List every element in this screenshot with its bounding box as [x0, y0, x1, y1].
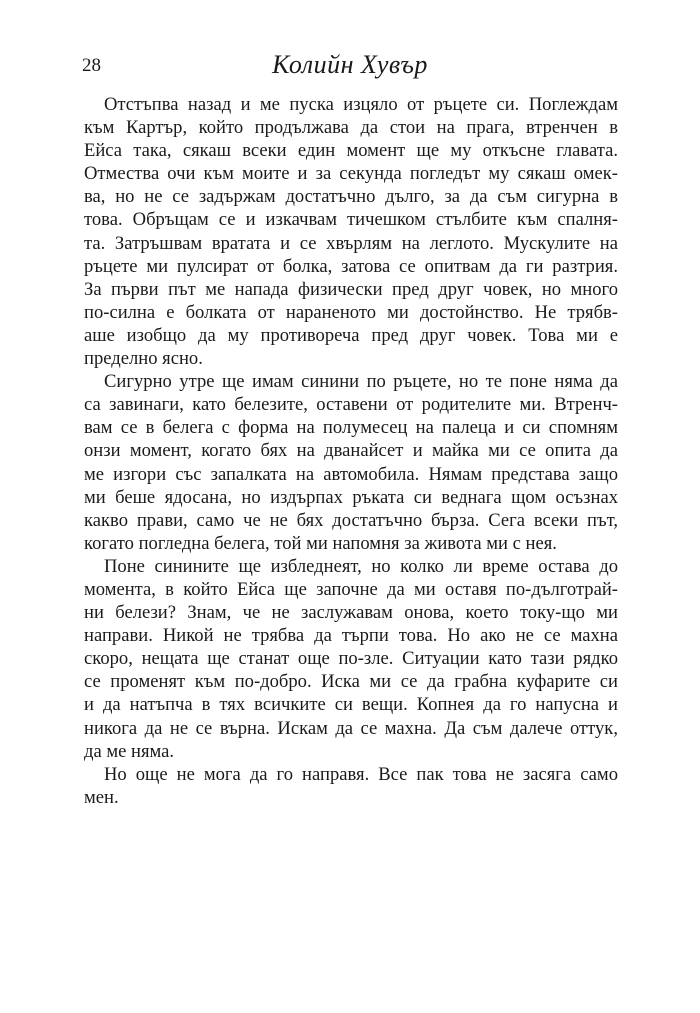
paragraph	[84, 555, 618, 763]
text-line: скоро, нещата ще станат още по-зле. Ситуации като тази рядко	[84, 648, 618, 670]
text-line: момента, в който Ейса ще започне да ми оставя по-дълготрай-	[84, 578, 618, 600]
running-head-author: Колийн Хувър	[272, 50, 428, 79]
text-line: аше изобщо да му противореча пред друг човек. Това ми е	[84, 324, 618, 346]
text-line: какво прави, само че не бях достатъчно бърза. Сега всеки път,	[84, 509, 618, 531]
text-line: Отмества очи към моите и за секунда погледът му сякаш омек-	[84, 163, 618, 185]
text-line: вам се в белега с форма на полумесец на палеца и си спомням	[84, 417, 618, 439]
text-line: ми беше ядосана, но издърпах ръката си веднага щом осъзнах	[84, 486, 618, 508]
text-line: ни белези? Знам, че не заслужавам онова, което току-що ми	[84, 602, 618, 624]
paragraph	[84, 370, 618, 555]
text-line: и да натъпча в тях всичките си вещи. Копнея да го напусна и	[84, 694, 618, 716]
text-line: ръцете ми пулсират от болка, затова се опитвам да ги разтрия.	[84, 255, 618, 277]
text-line: мен.	[84, 786, 119, 808]
text-line: Сигурно утре ще имам синини по ръцете, но те поне няма да	[104, 371, 618, 393]
text-line: да ме няма.	[84, 740, 175, 762]
text-line: Отстъпва назад и ме пуска изцяло от ръцете си. Поглеждам	[104, 94, 618, 115]
text-line: са завинаги, като белезите, оставени от родителите ми. Втренч-	[84, 394, 618, 416]
text-line: та. Затръшвам вратата и се хвърлям на леглото. Мускулите на	[84, 232, 618, 254]
text-line: ме изгори със запалката на автомобила. Нямам представа защо	[84, 463, 618, 485]
text-line: когато погледна белега, той ми напомня за живота ми с нея.	[84, 532, 557, 554]
body-text	[84, 93, 618, 809]
text-line: никога да не се върна. Искам да се махна. Да съм далече оттук,	[84, 717, 618, 739]
text-line: това. Обръщам се и изкачвам тичешком стълбите към спалня-	[84, 209, 618, 231]
text-line: към Картър, който продължава да стои на прага, втренчен в	[84, 117, 618, 139]
text-line: ва, но не се задържам достатъчно дълго, за да съм сигурна в	[84, 186, 618, 208]
text-line: Поне синините ще избледнеят, но колко ли време остава до	[104, 555, 618, 577]
text-line: Но още не мога да го направя. Все пак това не засяга само	[104, 763, 618, 785]
paragraph	[84, 93, 618, 370]
text-line: се променят към по-добро. Иска ми се да грабна куфарите си	[84, 671, 618, 693]
text-line: по-силна е болката от нараненото ми достойнство. Не трябв-	[84, 301, 618, 323]
text-line: пределно ясно.	[84, 348, 203, 370]
page-number: 28	[82, 55, 101, 76]
text-line: онзи момент, когато бях на дванайсет и майка ми се опита да	[84, 440, 618, 462]
paragraph	[84, 763, 618, 809]
text-line: За първи път ме напада физически пред друг човек, но много	[84, 278, 618, 300]
text-line: Ейса така, сякаш всеки един момент ще му откъсне главата.	[84, 140, 618, 162]
text-line: направи. Никой не трябва да търпи това. Но ако не се махна	[84, 625, 618, 647]
